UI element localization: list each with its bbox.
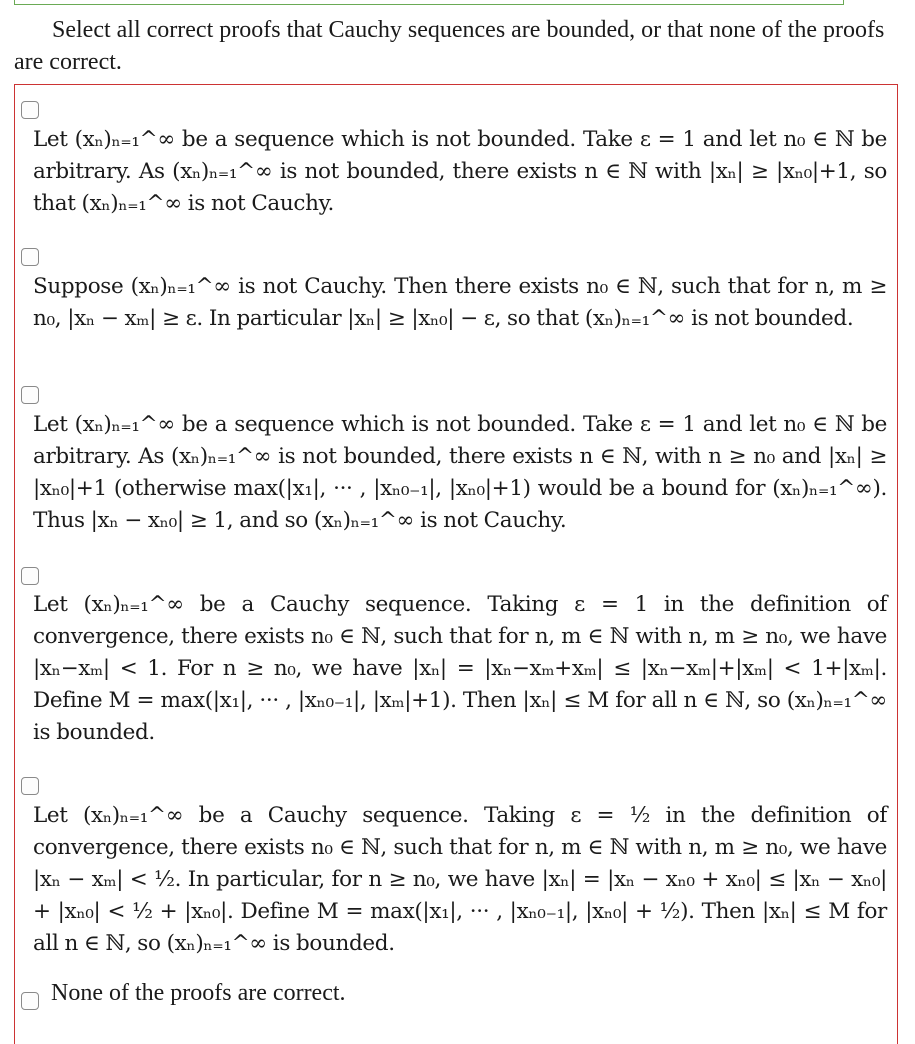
option-1-text: Let (xₙ)ₙ₌₁^∞ be a sequence which is not bounded. Take ε = 1 and let n₀ ∈ ℕ be arbitrary. As (xₙ)ₙ₌₁^∞ is not bounded, there exists n ∈ ℕ with |xₙ| ≥ |xₙ₀|+1, so that (xₙ)ₙ₌₁^∞ is not Cauchy. — [33, 127, 887, 216]
option-none-label: None of the proofs are correct. — [51, 980, 346, 1006]
previous-question-frame — [14, 0, 844, 5]
option-2-text: Suppose (xₙ)ₙ₌₁^∞ is not Cauchy. Then there exists n₀ ∈ ℕ, such that for n, m ≥ n₀, |xₙ − xₘ| ≥ ε. In particular |xₙ| ≥ |xₙ₀| − ε, so that (xₙ)ₙ₌₁^∞ is not bounded. — [33, 274, 887, 331]
question-prompt: Select all correct proofs that Cauchy sequences are bounded, or that none of the proofs are correct. — [14, 17, 885, 75]
option-5-text: Let (xₙ)ₙ₌₁^∞ be a Cauchy sequence. Taking ε = ½ in the definition of convergence, there exists n₀ ∈ ℕ, such that for n, m ∈ ℕ with n, m ≥ n₀, we have |xₙ − xₘ| < ½. In particular, for n ≥ n₀, we have |xₙ| = |xₙ − xₙ₀ + xₙ₀| ≤ |xₙ − xₙ₀| + |xₙ₀| < ½ + |xₙ₀|. Define M = max(|x₁|, ··· , |xₙ₀₋₁|, |xₙ₀| + ½). Then |xₙ| ≤ M for all n ∈ ℕ, so (xₙ)ₙ₌₁^∞ is bounded. — [33, 803, 887, 956]
option-5-checkbox[interactable] — [21, 777, 39, 795]
option-none-checkbox[interactable] — [21, 992, 39, 1010]
option-4-text: Let (xₙ)ₙ₌₁^∞ be a Cauchy sequence. Taking ε = 1 in the definition of convergence, there exists n₀ ∈ ℕ, such that for n, m ∈ ℕ with n, m ≥ n₀, we have |xₙ−xₘ| < 1. For n ≥ n₀, we have |xₙ| = |xₙ−xₘ+xₘ| ≤ |xₙ−xₘ|+|xₘ| < 1+|xₘ|. Define M = max(|x₁|, ··· , |xₙ₀₋₁|, |xₘ|+1). Then |xₙ| ≤ M for all n ∈ ℕ, so (xₙ)ₙ₌₁^∞ is bounded. — [33, 592, 887, 745]
option-4-checkbox[interactable] — [21, 567, 39, 585]
option-2-checkbox[interactable] — [21, 248, 39, 266]
answer-options — [14, 84, 898, 1044]
option-1-checkbox[interactable] — [21, 101, 39, 119]
option-3-checkbox[interactable] — [21, 386, 39, 404]
option-3-text: Let (xₙ)ₙ₌₁^∞ be a sequence which is not bounded. Take ε = 1 and let n₀ ∈ ℕ be arbitrary. As (xₙ)ₙ₌₁^∞ is not bounded, there exists n ∈ ℕ, with n ≥ n₀ and |xₙ| ≥ |xₙ₀|+1 (otherwise max(|x₁|, ··· , |xₙ₀₋₁|, |xₙ₀|+1) would be a bound for (xₙ)ₙ₌₁^∞). Thus |xₙ − xₙ₀| ≥ 1, and so (xₙ)ₙ₌₁^∞ is not Cauchy. — [33, 412, 887, 533]
